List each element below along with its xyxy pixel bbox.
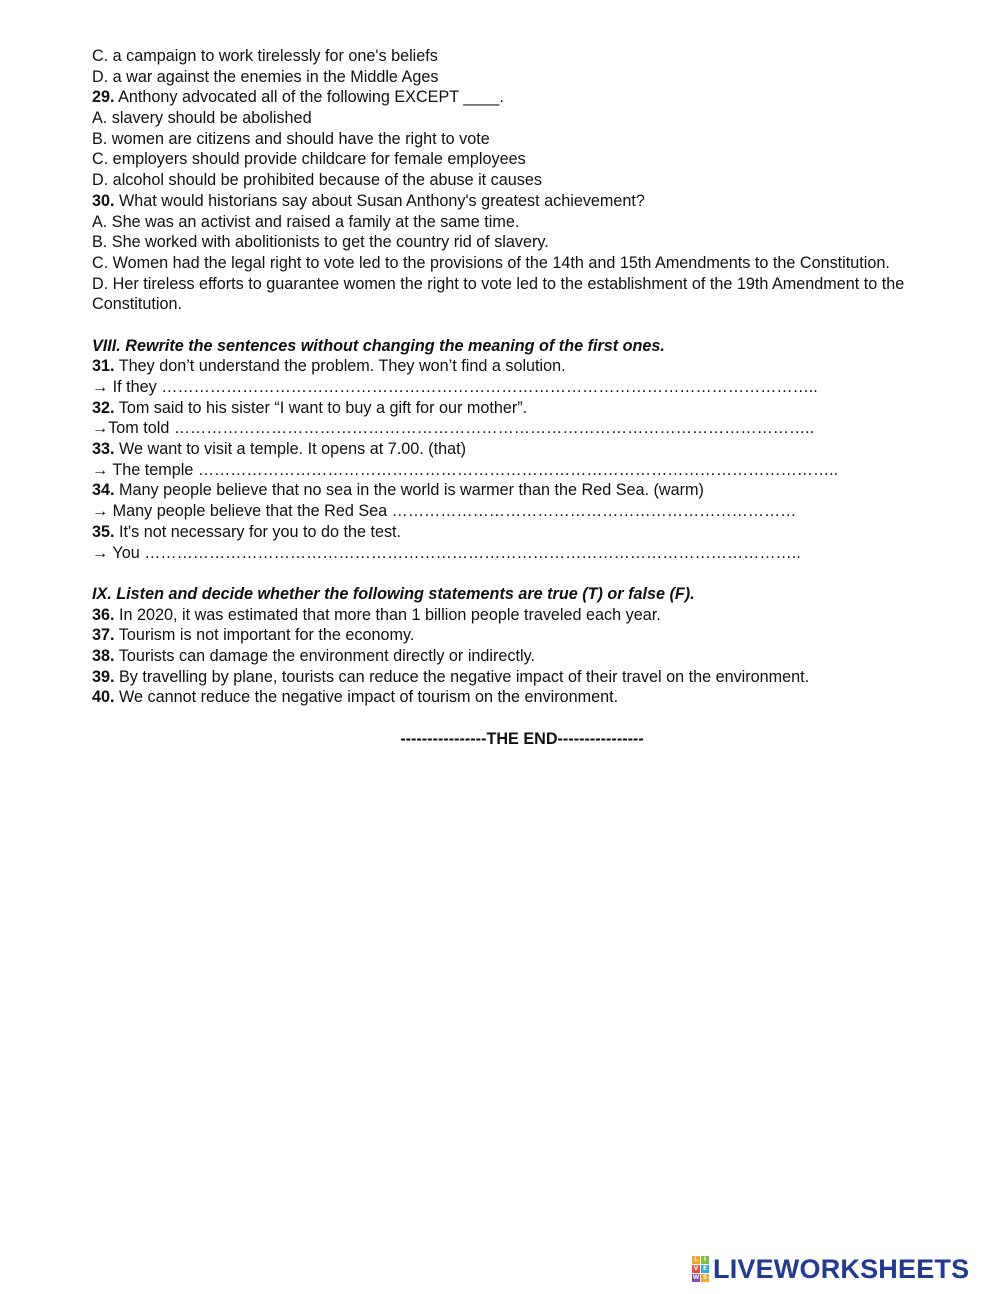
rewrite-item	[92, 522, 962, 563]
question-text: They don’t understand the problem. They won’t find a solution.	[114, 357, 566, 376]
rewrite-item	[92, 356, 962, 397]
section-ix-items	[92, 605, 962, 708]
question-number: 30.	[92, 191, 115, 210]
statement-item	[92, 646, 962, 667]
question-text: It's not necessary for you to do the test.	[114, 522, 402, 541]
rewrite-item	[92, 480, 962, 521]
the-end-marker: ----------------THE END----------------	[400, 729, 644, 748]
q30-option-c: C. Women had the legal right to vote led to the provisions of the 14th and 15th Amendments to the Constitution.	[92, 253, 890, 272]
q28-option-d: D. a war against the enemies in the Middle Ages	[92, 67, 439, 86]
question-text: Tom said to his sister “I want to buy a gift for our mother”.	[114, 398, 528, 417]
answer-line: → If they …………………………………………………………………………………………………………..	[92, 378, 818, 397]
section-viii-items	[92, 356, 962, 563]
answer-line: →Tom told ………………………………………………………………………………………………………..	[92, 419, 815, 438]
section-ix-title: IX. Listen and decide whether the following statements are true (T) or false (F).	[92, 584, 695, 603]
question-number: 32.	[92, 398, 115, 417]
statement-text: We cannot reduce the negative impact of tourism on the environment.	[114, 688, 619, 707]
question-30	[92, 191, 962, 212]
question-number: 36.	[92, 605, 115, 624]
q28-option-c: C. a campaign to work tirelessly for one's beliefs	[92, 47, 438, 65]
answer-line: → The temple ………………………………………………………………………………………………………..	[92, 460, 839, 479]
question-number: 31.	[92, 357, 115, 376]
q29-option-d: D. alcohol should be prohibited because of the abuse it causes	[92, 171, 542, 190]
question-number: 39.	[92, 667, 115, 686]
question-text: We want to visit a temple. It opens at 7.00. (that)	[114, 440, 467, 459]
liveworksheets-logo-icon: L I V E W S	[692, 1256, 708, 1281]
section-viii-title: VIII. Rewrite the sentences without changing the meaning of the first ones.	[92, 336, 665, 355]
question-text: Many people believe that no sea in the world is warmer than the Red Sea. (warm)	[114, 481, 704, 500]
statement-text: Tourism is not important for the economy.	[114, 626, 415, 645]
statement-item	[92, 667, 962, 688]
question-number: 40.	[92, 688, 115, 707]
question-number: 37.	[92, 626, 115, 645]
liveworksheets-logo-text: LIVEWORKSHEETS	[713, 1253, 970, 1284]
q30-option-b: B. She worked with abolitionists to get the country rid of slavery.	[92, 233, 549, 252]
worksheet-page	[92, 46, 962, 749]
q30-option-a: A. She was an activist and raised a family at the same time.	[92, 212, 520, 231]
question-number: 33.	[92, 440, 115, 459]
statement-text: By travelling by plane, tourists can reduce the negative impact of their travel on the environment.	[114, 667, 810, 686]
question-text: What would historians say about Susan Anthony's greatest achievement?	[114, 191, 645, 210]
q29-option-c: C. employers should provide childcare for female employees	[92, 150, 526, 169]
statement-item	[92, 687, 962, 708]
question-number: 35.	[92, 522, 115, 541]
statement-text: Tourists can damage the environment directly or indirectly.	[114, 646, 535, 665]
q29-option-a: A. slavery should be abolished	[92, 109, 312, 128]
rewrite-item	[92, 398, 962, 439]
question-text: Anthony advocated all of the following EXCEPT ____.	[114, 88, 504, 107]
statement-item	[92, 605, 962, 626]
question-29	[92, 87, 962, 108]
statement-item	[92, 625, 962, 646]
q30-option-d: D. Her tireless efforts to guarantee women the right to vote led to the establishment of the 19th Amendment to the Constitution.	[92, 274, 905, 314]
question-number: 34.	[92, 481, 115, 500]
liveworksheets-logo	[692, 1252, 969, 1286]
rewrite-item	[92, 439, 962, 480]
q29-option-b: B. women are citizens and should have the right to vote	[92, 129, 490, 148]
answer-line: → Many people believe that the Red Sea …………………………………………………………………	[92, 502, 797, 521]
question-number: 29.	[92, 88, 115, 107]
question-number: 38.	[92, 646, 115, 665]
statement-text: In 2020, it was estimated that more than 1 billion people traveled each year.	[114, 605, 661, 624]
answer-line: → You …………………………………………………………………………………………………………..	[92, 543, 801, 562]
